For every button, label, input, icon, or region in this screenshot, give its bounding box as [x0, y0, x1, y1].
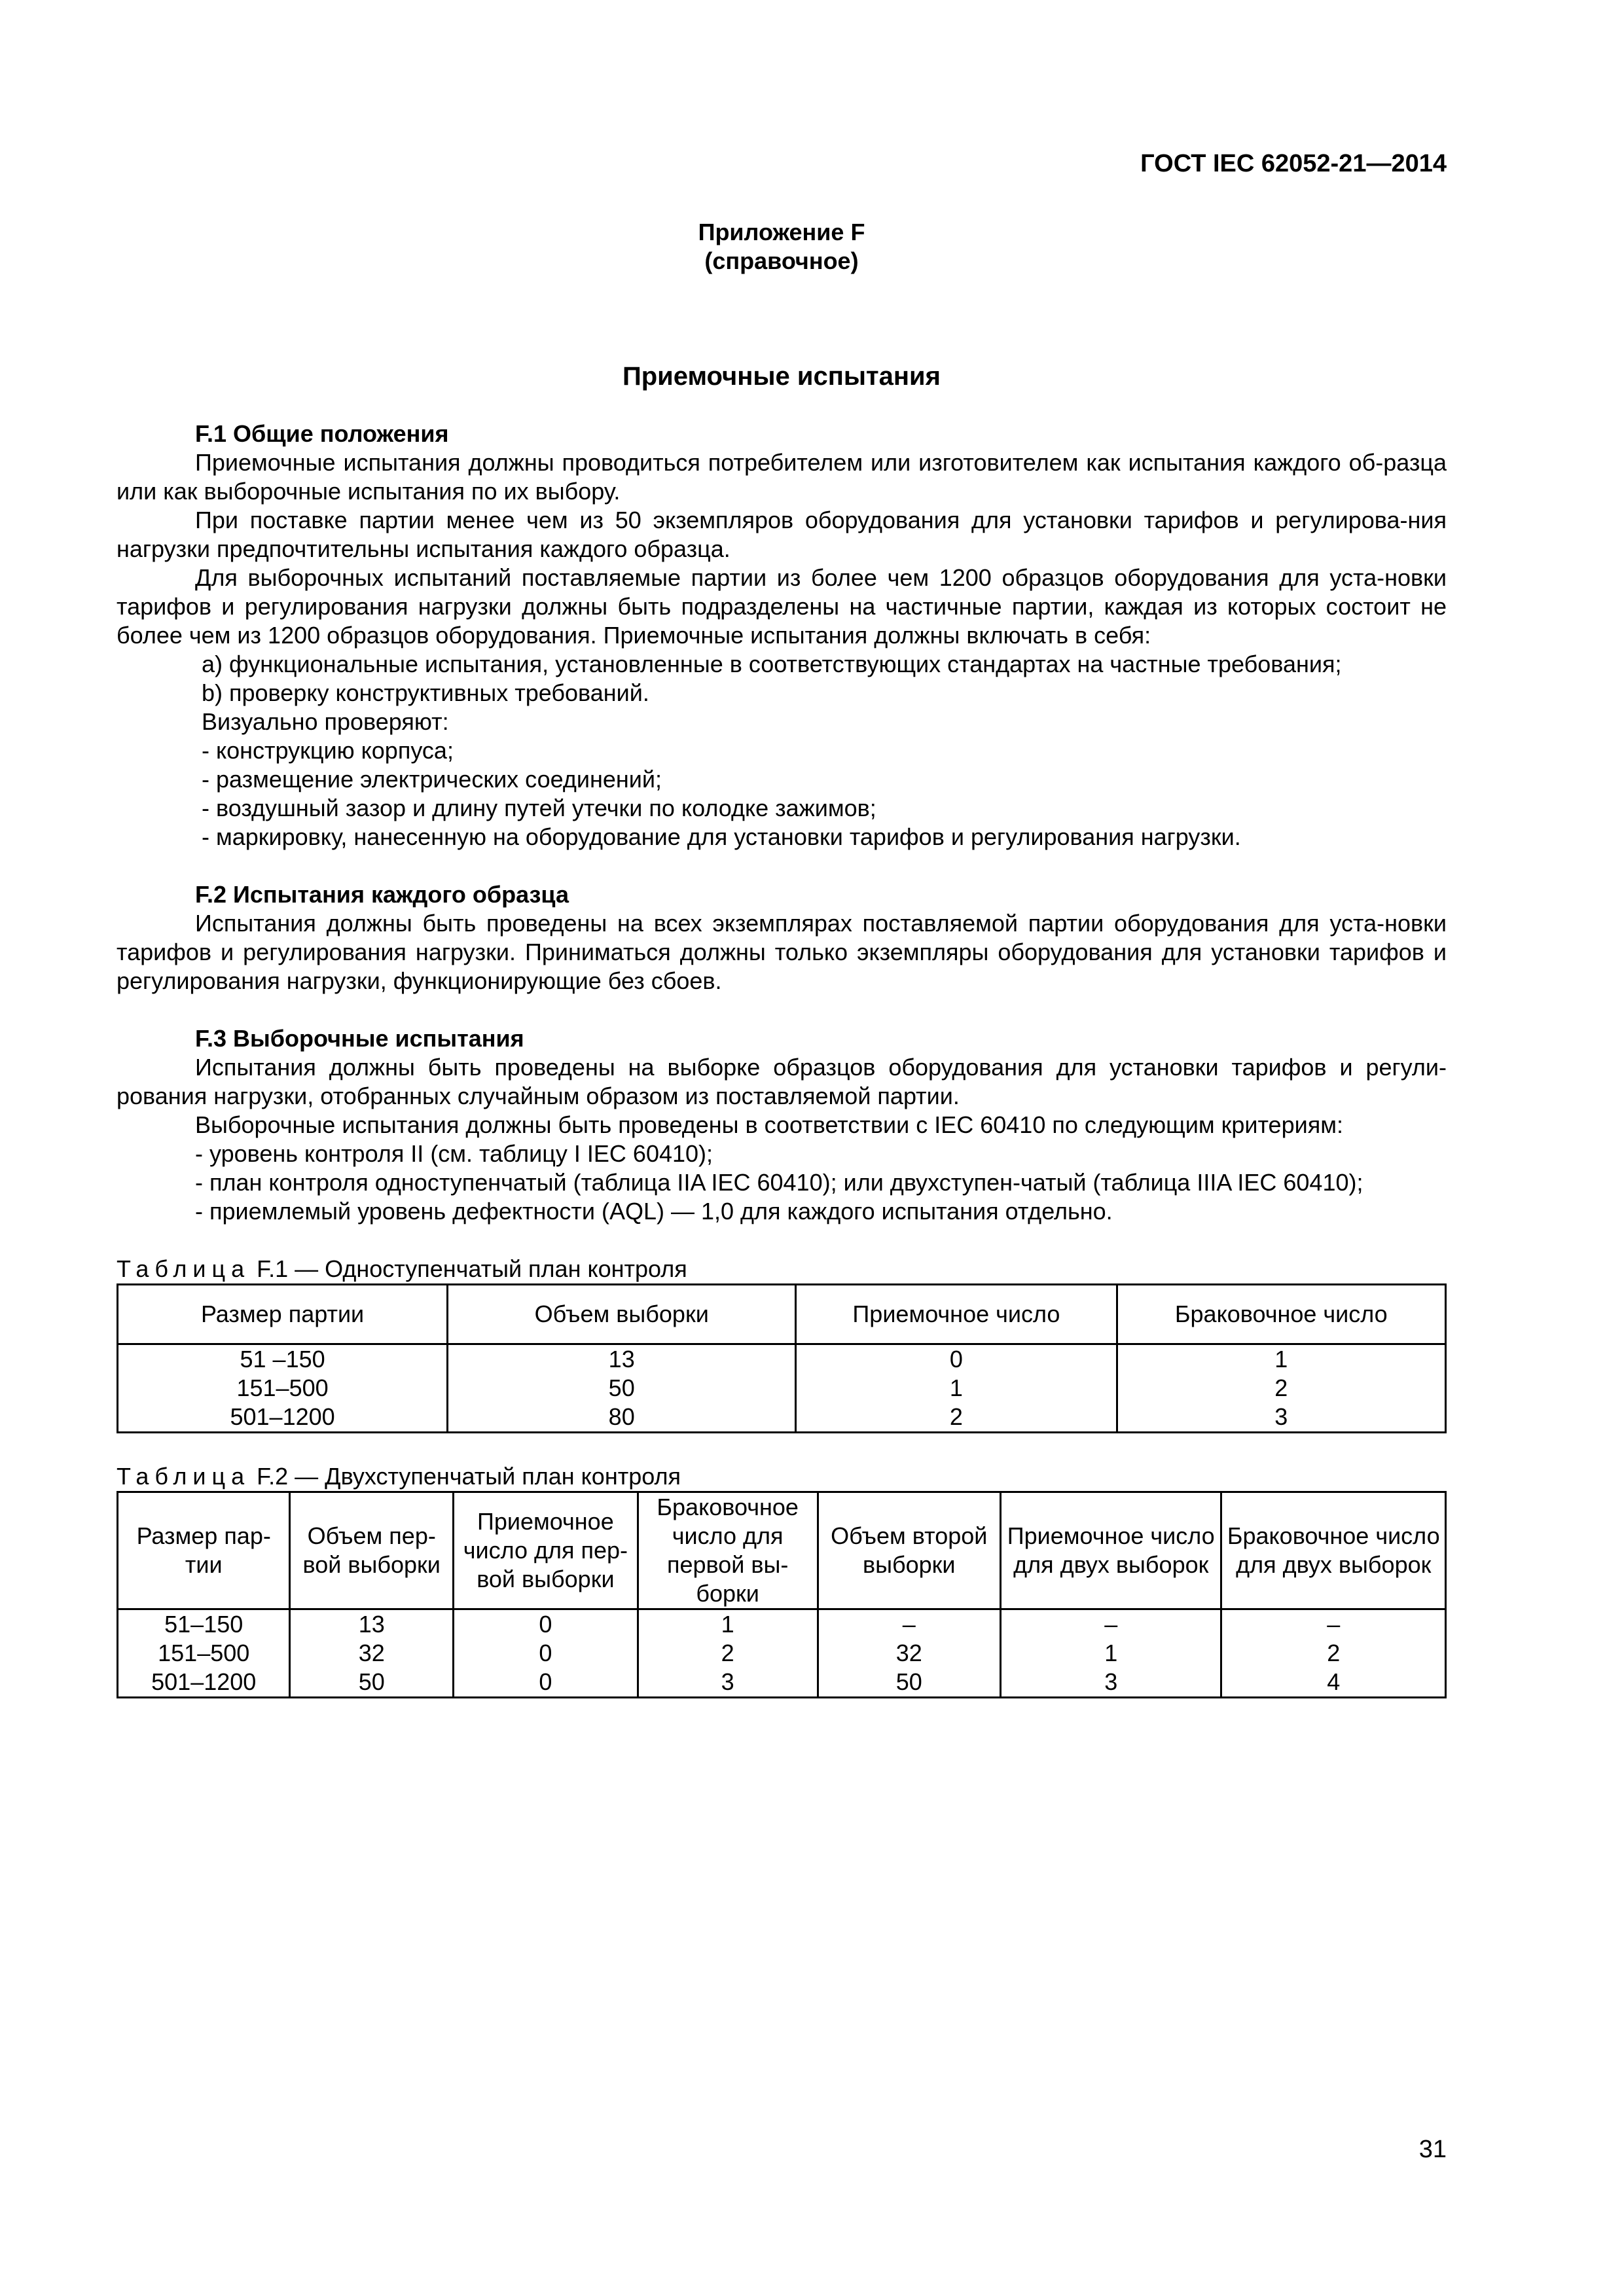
- table-caption-text: F.2 — Двухступенчатый план контроля: [250, 1463, 681, 1490]
- table-cell: 501–1200: [118, 1403, 448, 1433]
- table-header-row: [118, 1285, 1446, 1344]
- table-caption-word: Таблица: [117, 1255, 251, 1282]
- section-heading: F.1 Общие положения: [195, 420, 449, 447]
- table-cell: 51 –150: [118, 1344, 448, 1374]
- table-row: [118, 1639, 1446, 1668]
- paragraph: При поставке партии менее чем из 50 экземпляров оборудования для установки тарифов и регулирова-ния нагрузки предпочтительны испытания каждого образца.: [117, 507, 1447, 562]
- column-header: Приемочное число: [796, 1285, 1117, 1344]
- table-cell: 50: [448, 1374, 796, 1403]
- table-cell: 13: [448, 1344, 796, 1374]
- table-header-row: [118, 1492, 1446, 1609]
- section-heading: F.3 Выборочные испытания: [195, 1025, 524, 1052]
- section-heading: F.2 Испытания каждого образца: [195, 881, 569, 908]
- column-header: Браковочное число: [1117, 1285, 1445, 1344]
- list-item: - приемлемый уровень дефектности (AQL) — 1,0 для каждого испытания отдельно.: [195, 1198, 1113, 1225]
- table-caption-text: F.1 — Одноступенчатый план контроля: [250, 1255, 687, 1282]
- list-item: b) проверку конструктивных требований.: [202, 679, 649, 706]
- table-cell: –: [1221, 1609, 1446, 1640]
- list-item: - уровень контроля II (см. таблицу I IEC 60410);: [195, 1140, 713, 1167]
- table-row: [118, 1403, 1446, 1433]
- table-cell: 2: [796, 1403, 1117, 1433]
- document-body: [117, 420, 1447, 1698]
- column-header: Приемочное число для пер-вой выборки: [454, 1492, 638, 1609]
- table-caption: [117, 1462, 1447, 1491]
- paragraph: Приемочные испытания должны проводиться потребителем или изготовителем как испытания каждого об-разца или как выборочные испытания по их выбору.: [117, 449, 1447, 505]
- table-row: [118, 1374, 1446, 1403]
- table-row: [118, 1668, 1446, 1698]
- appendix-kind: (справочное): [704, 247, 859, 274]
- table-cell: 50: [818, 1668, 1000, 1698]
- column-header: Размер партии: [118, 1285, 448, 1344]
- table-cell: 32: [290, 1639, 454, 1668]
- paragraph: Выборочные испытания должны быть проведены в соответствии с IEC 60410 по следующим критериям:: [195, 1111, 1343, 1138]
- table-cell: 501–1200: [118, 1668, 290, 1698]
- list-item: Визуально проверяют:: [202, 708, 449, 735]
- list-item: a) функциональные испытания, установленные в соответствующих стандартах на частные требования;: [202, 651, 1342, 677]
- page-number: 31: [1418, 2136, 1447, 2163]
- table-cell: 4: [1221, 1668, 1446, 1698]
- column-header: Объем второй выборки: [818, 1492, 1000, 1609]
- table-cell: 32: [818, 1639, 1000, 1668]
- table-row: [118, 1344, 1446, 1374]
- list-item: - размещение электрических соединений;: [202, 766, 662, 793]
- table-caption-word: Таблица: [117, 1463, 251, 1490]
- column-header: Браковочное число для двух выборок: [1221, 1492, 1446, 1609]
- column-header: Приемочное число для двух выборок: [1000, 1492, 1221, 1609]
- table-cell: 1: [638, 1609, 818, 1640]
- appendix-title: Приложение F: [698, 219, 865, 245]
- column-header: Объем пер-вой выборки: [290, 1492, 454, 1609]
- table-cell: 13: [290, 1609, 454, 1640]
- table-cell: 80: [448, 1403, 796, 1433]
- table-cell: 3: [1000, 1668, 1221, 1698]
- column-header: Размер пар-тии: [118, 1492, 290, 1609]
- table-cell: 2: [638, 1639, 818, 1668]
- double-stage-plan-table: [117, 1491, 1447, 1698]
- table-cell: 1: [796, 1374, 1117, 1403]
- table-cell: 1: [1000, 1639, 1221, 1668]
- table-cell: 50: [290, 1668, 454, 1698]
- single-stage-plan-table: [117, 1283, 1447, 1433]
- list-item: - воздушный зазор и длину путей утечки по колодке зажимов;: [202, 795, 876, 821]
- list-item: - план контроля одноступенчатый (таблица IIA IEC 60410); или двухступен-чатый (таблица IIIA IEC 60410);: [195, 1169, 1363, 1196]
- list-item: - конструкцию корпуса;: [202, 737, 454, 764]
- table-cell: 0: [454, 1668, 638, 1698]
- table-cell: –: [818, 1609, 1000, 1640]
- column-header: Объем выборки: [448, 1285, 796, 1344]
- paragraph: Испытания должны быть проведены на всех экземплярах поставляемой партии оборудования для уста-новки тарифов и регулирования нагрузки. Приниматься должны только экземпляры оборудования для установки тарифов и регулирования нагрузки, функционирующие без сбоев.: [117, 910, 1447, 994]
- column-header: Браковочное число для первой вы-борки: [638, 1492, 818, 1609]
- table-cell: 3: [638, 1668, 818, 1698]
- table-cell: 0: [796, 1344, 1117, 1374]
- table-cell: 0: [454, 1609, 638, 1640]
- table-row: [118, 1609, 1446, 1640]
- table-cell: 51–150: [118, 1609, 290, 1640]
- table-cell: 151–500: [118, 1639, 290, 1668]
- table-cell: 0: [454, 1639, 638, 1668]
- table-cell: 2: [1221, 1639, 1446, 1668]
- document-page: [117, 0, 1447, 2296]
- table-cell: 3: [1117, 1403, 1445, 1433]
- paragraph: Испытания должны быть проведены на выборке образцов оборудования для установки тарифов и регули-рования нагрузки, отобранных случайным образом из поставляемой партии.: [117, 1054, 1447, 1109]
- table-cell: 1: [1117, 1344, 1445, 1374]
- paragraph: Для выборочных испытаний поставляемые партии из более чем 1200 образцов оборудования для уста-новки тарифов и регулирования нагрузки должны быть подразделены на частичные партии, каждая из которых состоит не более чем из 1200 образцов оборудования. Приемочные испытания должны включать в себя:: [117, 564, 1447, 649]
- list-item: - маркировку, нанесенную на оборудование для установки тарифов и регулирования нагрузки.: [202, 823, 1241, 850]
- table-caption: [117, 1255, 1447, 1283]
- table-cell: 2: [1117, 1374, 1445, 1403]
- table-cell: 151–500: [118, 1374, 448, 1403]
- table-cell: –: [1000, 1609, 1221, 1640]
- page-title: Приемочные испытания: [623, 362, 941, 391]
- standard-code: ГОСТ IEC 62052-21—2014: [1140, 150, 1447, 177]
